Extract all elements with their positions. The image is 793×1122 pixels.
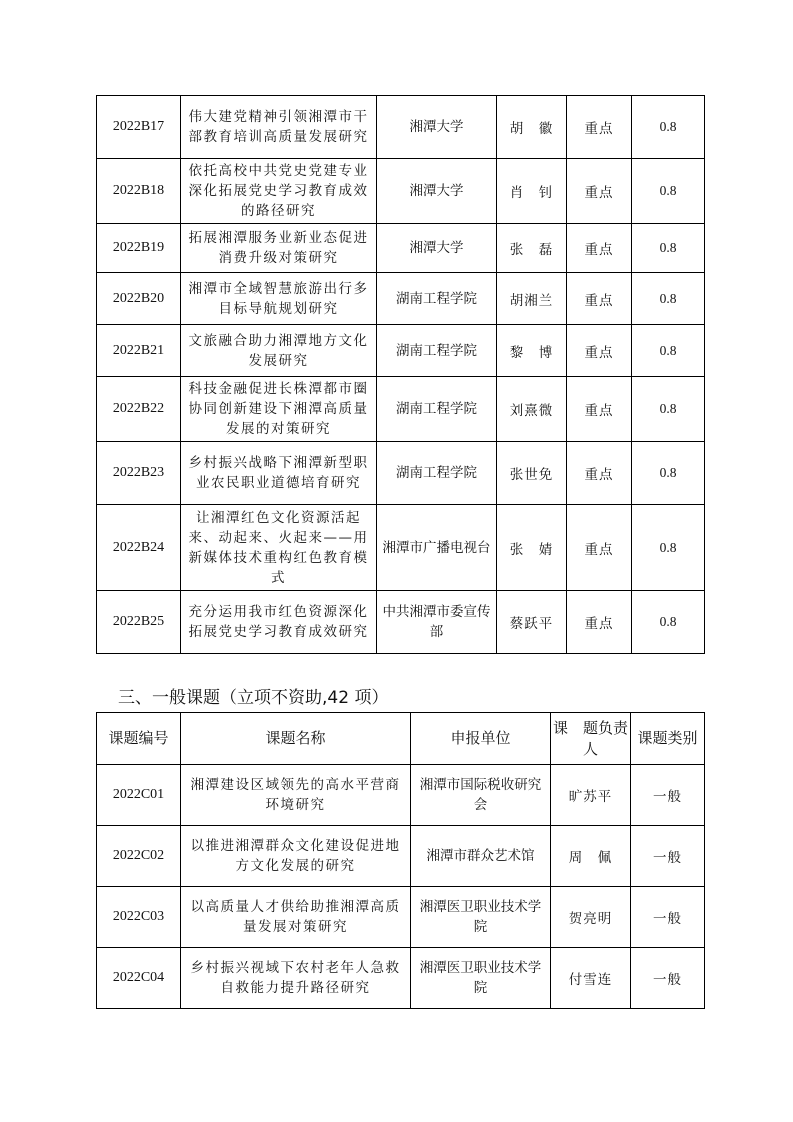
project-leader: 蔡跃平 [497, 591, 567, 654]
applicant-unit: 湘潭医卫职业技术学院 [411, 948, 551, 1009]
key-projects-table [96, 95, 705, 654]
project-code: 2022C02 [97, 826, 181, 887]
project-category: 一般 [631, 765, 705, 826]
project-category: 重点 [567, 591, 632, 654]
project-title: 伟大建党精神引领湘潭市干部教育培训高质量发展研究 [181, 96, 377, 159]
table-row [97, 948, 705, 1009]
project-title: 依托高校中共党史党建专业深化拓展党史学习教育成效的路径研究 [181, 159, 377, 224]
project-code: 2022B20 [97, 273, 181, 325]
funding-amount: 0.8 [632, 505, 705, 591]
table-row [97, 442, 705, 505]
table-row [97, 591, 705, 654]
applicant-unit: 湖南工程学院 [377, 273, 497, 325]
funding-amount: 0.8 [632, 442, 705, 505]
applicant-unit: 湘潭市国际税收研究会 [411, 765, 551, 826]
project-code: 2022B21 [97, 325, 181, 377]
funding-amount: 0.8 [632, 224, 705, 273]
funding-amount: 0.8 [632, 273, 705, 325]
project-leader: 周 佩 [551, 826, 631, 887]
project-title: 拓展湘潭服务业新业态促进消费升级对策研究 [181, 224, 377, 273]
project-leader: 贺亮明 [551, 887, 631, 948]
applicant-unit: 湖南工程学院 [377, 325, 497, 377]
project-category: 重点 [567, 505, 632, 591]
applicant-unit: 中共湘潭市委宣传部 [377, 591, 497, 654]
project-leader: 旷苏平 [551, 765, 631, 826]
project-category: 重点 [567, 96, 632, 159]
applicant-unit: 湘潭大学 [377, 96, 497, 159]
project-title: 湘潭建设区域领先的高水平营商环境研究 [181, 765, 411, 826]
section-heading: 三、一般课题（立项不资助,42 项） [118, 688, 389, 708]
applicant-unit: 湖南工程学院 [377, 442, 497, 505]
project-code: 2022B22 [97, 377, 181, 442]
project-category: 一般 [631, 887, 705, 948]
funding-amount: 0.8 [632, 377, 705, 442]
project-code: 2022C01 [97, 765, 181, 826]
table-row [97, 159, 705, 224]
project-category: 重点 [567, 377, 632, 442]
table-row [97, 96, 705, 159]
project-category: 重点 [567, 159, 632, 224]
project-leader: 刘熹微 [497, 377, 567, 442]
project-category: 重点 [567, 325, 632, 377]
table-row [97, 224, 705, 273]
table-row [97, 765, 705, 826]
project-code: 2022B19 [97, 224, 181, 273]
project-title: 让湘潭红色文化资源活起来、动起来、火起来——用新媒体技术重构红色教育模式 [181, 505, 377, 591]
applicant-unit: 湘潭市群众艺术馆 [411, 826, 551, 887]
project-code: 2022B25 [97, 591, 181, 654]
project-code: 2022C04 [97, 948, 181, 1009]
project-title: 湘潭市全域智慧旅游出行多目标导航规划研究 [181, 273, 377, 325]
table-row [97, 826, 705, 887]
project-title: 乡村振兴战略下湘潭新型职业农民职业道德培育研究 [181, 442, 377, 505]
project-leader: 肖 钊 [497, 159, 567, 224]
project-code: 2022B23 [97, 442, 181, 505]
project-title: 以高质量人才供给助推湘潭高质量发展对策研究 [181, 887, 411, 948]
table-header-row [97, 713, 705, 765]
project-title: 科技金融促进长株潭都市圈协同创新建设下湘潭高质量发展的对策研究 [181, 377, 377, 442]
header-title: 课题名称 [181, 713, 411, 765]
project-leader: 张 婧 [497, 505, 567, 591]
general-projects-table [96, 712, 705, 1009]
project-leader: 黎 博 [497, 325, 567, 377]
project-title: 乡村振兴视域下农村老年人急救自救能力提升路径研究 [181, 948, 411, 1009]
project-title: 充分运用我市红色资源深化拓展党史学习教育成效研究 [181, 591, 377, 654]
project-leader: 付雪连 [551, 948, 631, 1009]
header-code: 课题编号 [97, 713, 181, 765]
project-leader: 胡湘兰 [497, 273, 567, 325]
project-code: 2022C03 [97, 887, 181, 948]
header-category: 课题类别 [631, 713, 705, 765]
funding-amount: 0.8 [632, 96, 705, 159]
project-title: 以推进湘潭群众文化建设促进地方文化发展的研究 [181, 826, 411, 887]
applicant-unit: 湖南工程学院 [377, 377, 497, 442]
applicant-unit: 湘潭大学 [377, 224, 497, 273]
project-code: 2022B17 [97, 96, 181, 159]
applicant-unit: 湘潭医卫职业技术学院 [411, 887, 551, 948]
project-leader: 胡 徽 [497, 96, 567, 159]
header-unit: 申报单位 [411, 713, 551, 765]
funding-amount: 0.8 [632, 591, 705, 654]
project-category: 一般 [631, 826, 705, 887]
funding-amount: 0.8 [632, 159, 705, 224]
project-title: 文旅融合助力湘潭地方文化发展研究 [181, 325, 377, 377]
table-row [97, 887, 705, 948]
project-category: 重点 [567, 273, 632, 325]
header-person: 课 题负责人 [551, 713, 631, 765]
project-category: 重点 [567, 442, 632, 505]
table-row [97, 505, 705, 591]
project-category: 重点 [567, 224, 632, 273]
project-category: 一般 [631, 948, 705, 1009]
project-leader: 张 磊 [497, 224, 567, 273]
table-row [97, 377, 705, 442]
project-leader: 张世免 [497, 442, 567, 505]
project-code: 2022B24 [97, 505, 181, 591]
funding-amount: 0.8 [632, 325, 705, 377]
table-row [97, 273, 705, 325]
project-code: 2022B18 [97, 159, 181, 224]
applicant-unit: 湘潭大学 [377, 159, 497, 224]
applicant-unit: 湘潭市广播电视台 [377, 505, 497, 591]
table-row [97, 325, 705, 377]
